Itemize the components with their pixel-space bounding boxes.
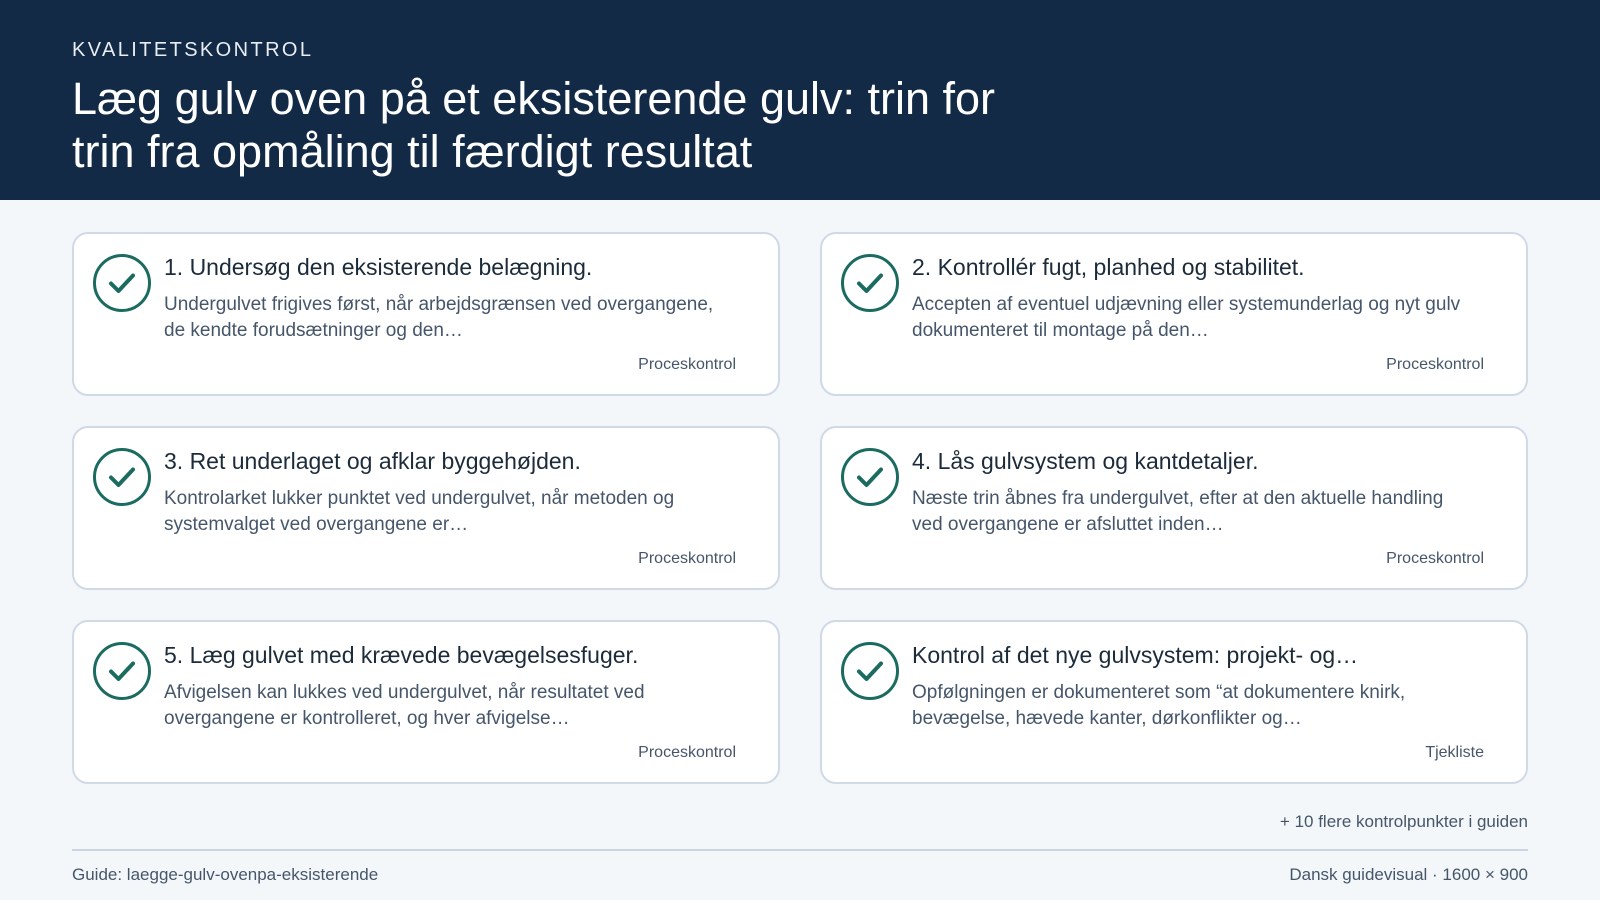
checklist-card [820, 620, 1528, 784]
card-description: Undergulvet frigives først, når arbejdsgrænsen ved overgangene, de kendte forudsætninger og den… [164, 294, 714, 341]
card-title: 4. Lås gulvsystem og kantdetaljer. [912, 448, 1259, 474]
footer-meta: Dansk guidevisual · 1600 × 900 [1289, 865, 1528, 884]
more-checkpoints-link[interactable]: + 10 flere kontrolpunkter i guiden [1279, 812, 1528, 831]
check-circle-icon [93, 642, 151, 700]
checklist-card [820, 426, 1528, 590]
checklist-card [72, 426, 780, 590]
check-circle-icon [841, 642, 899, 700]
card-description: Næste trin åbnes fra undergulvet, efter at den aktuelle handling ved overgangene er afsluttet inden… [912, 488, 1444, 535]
check-circle-icon [841, 448, 899, 506]
card-tag: Tjekliste [1425, 744, 1484, 761]
card-title: Kontrol af det nye gulvsystem: projekt- og… [912, 642, 1359, 668]
card-description: Accepten af eventuel udjævning eller systemunderlag og nyt gulv dokumenteret til montage på den… [912, 294, 1461, 341]
footer-divider [72, 849, 1528, 851]
check-circle-icon [841, 254, 899, 312]
card-tag: Proceskontrol [638, 744, 736, 761]
header-banner [0, 0, 1600, 200]
card-tag: Proceskontrol [638, 550, 736, 567]
card-description: Kontrolarket lukker punktet ved undergulvet, når metoden og systemvalget ved overgangene er… [164, 488, 675, 535]
check-circle-icon [93, 254, 151, 312]
kicker-label: KVALITETSKONTROL [72, 39, 314, 61]
card-tag: Proceskontrol [1386, 550, 1484, 567]
card-tag: Proceskontrol [638, 356, 736, 373]
footer-guide-slug: Guide: laegge-gulv-ovenpa-eksisterende [72, 865, 379, 884]
card-tag: Proceskontrol [1386, 356, 1484, 373]
card-description: Opfølgningen er dokumenteret som “at dokumentere knirk, bevægelse, hævede kanter, dørkonflikter og… [912, 682, 1406, 729]
card-title: 1. Undersøg den eksisterende belægning. [164, 254, 593, 280]
checklist-grid [72, 232, 1528, 784]
checklist-card [72, 620, 780, 784]
check-circle-icon [93, 448, 151, 506]
card-description: Afvigelsen kan lukkes ved undergulvet, når resultatet ved overgangene er kontrolleret, og hver afvigelse… [164, 682, 645, 729]
checklist-card [820, 232, 1528, 396]
card-title: 2. Kontrollér fugt, planhed og stabilitet. [912, 254, 1305, 280]
page-title: Læg gulv oven på et eksisterende gulv: trin for trin fra opmåling til færdigt resultat [72, 73, 996, 177]
card-title: 3. Ret underlaget og afklar byggehøjden. [164, 448, 581, 474]
card-title: 5. Læg gulvet med krævede bevægelsesfuger. [164, 642, 639, 668]
checklist-card [72, 232, 780, 396]
